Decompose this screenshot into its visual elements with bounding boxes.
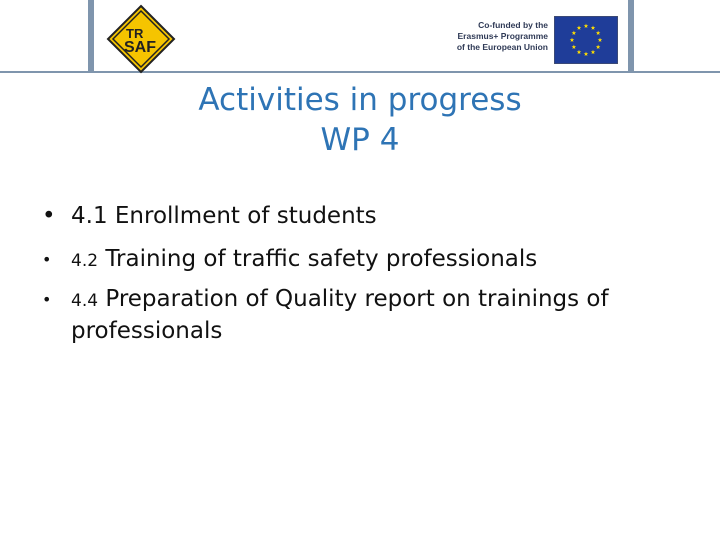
header-band [0, 0, 720, 74]
logo-text-top: TR [126, 26, 144, 41]
title-line1: Activities in progress [198, 82, 522, 118]
logo-text-bottom: SAF [124, 39, 156, 56]
slide-title [60, 80, 660, 160]
header-left-bar [88, 0, 94, 72]
item-text: Enrollment of students [114, 203, 377, 229]
eu-text-line2: Erasmus+ Programme [457, 31, 548, 41]
eu-text-line1: Co-funded by the [478, 20, 548, 30]
bullet-dot: • [42, 203, 56, 229]
bullet-dot: • [42, 250, 52, 269]
list-item [40, 196, 680, 236]
activity-list [40, 196, 680, 346]
header-right-bar [628, 0, 634, 72]
bullet-dot: • [42, 290, 52, 309]
list-item [40, 284, 680, 346]
trasaf-logo [106, 4, 176, 74]
item-number: 4.4 [71, 291, 99, 311]
item-text: Preparation of Quality report on trainings of professionals [71, 286, 609, 344]
item-number: 4.2 [71, 251, 99, 271]
item-number: 4.1 [71, 203, 108, 229]
item-text: Training of traffic safety professionals [105, 246, 538, 272]
eu-flag-icon [554, 16, 618, 64]
eu-text-line3: of the European Union [456, 42, 548, 52]
list-item [40, 244, 680, 276]
title-line2: WP 4 [320, 122, 400, 158]
eu-cofunding-text [430, 20, 548, 53]
